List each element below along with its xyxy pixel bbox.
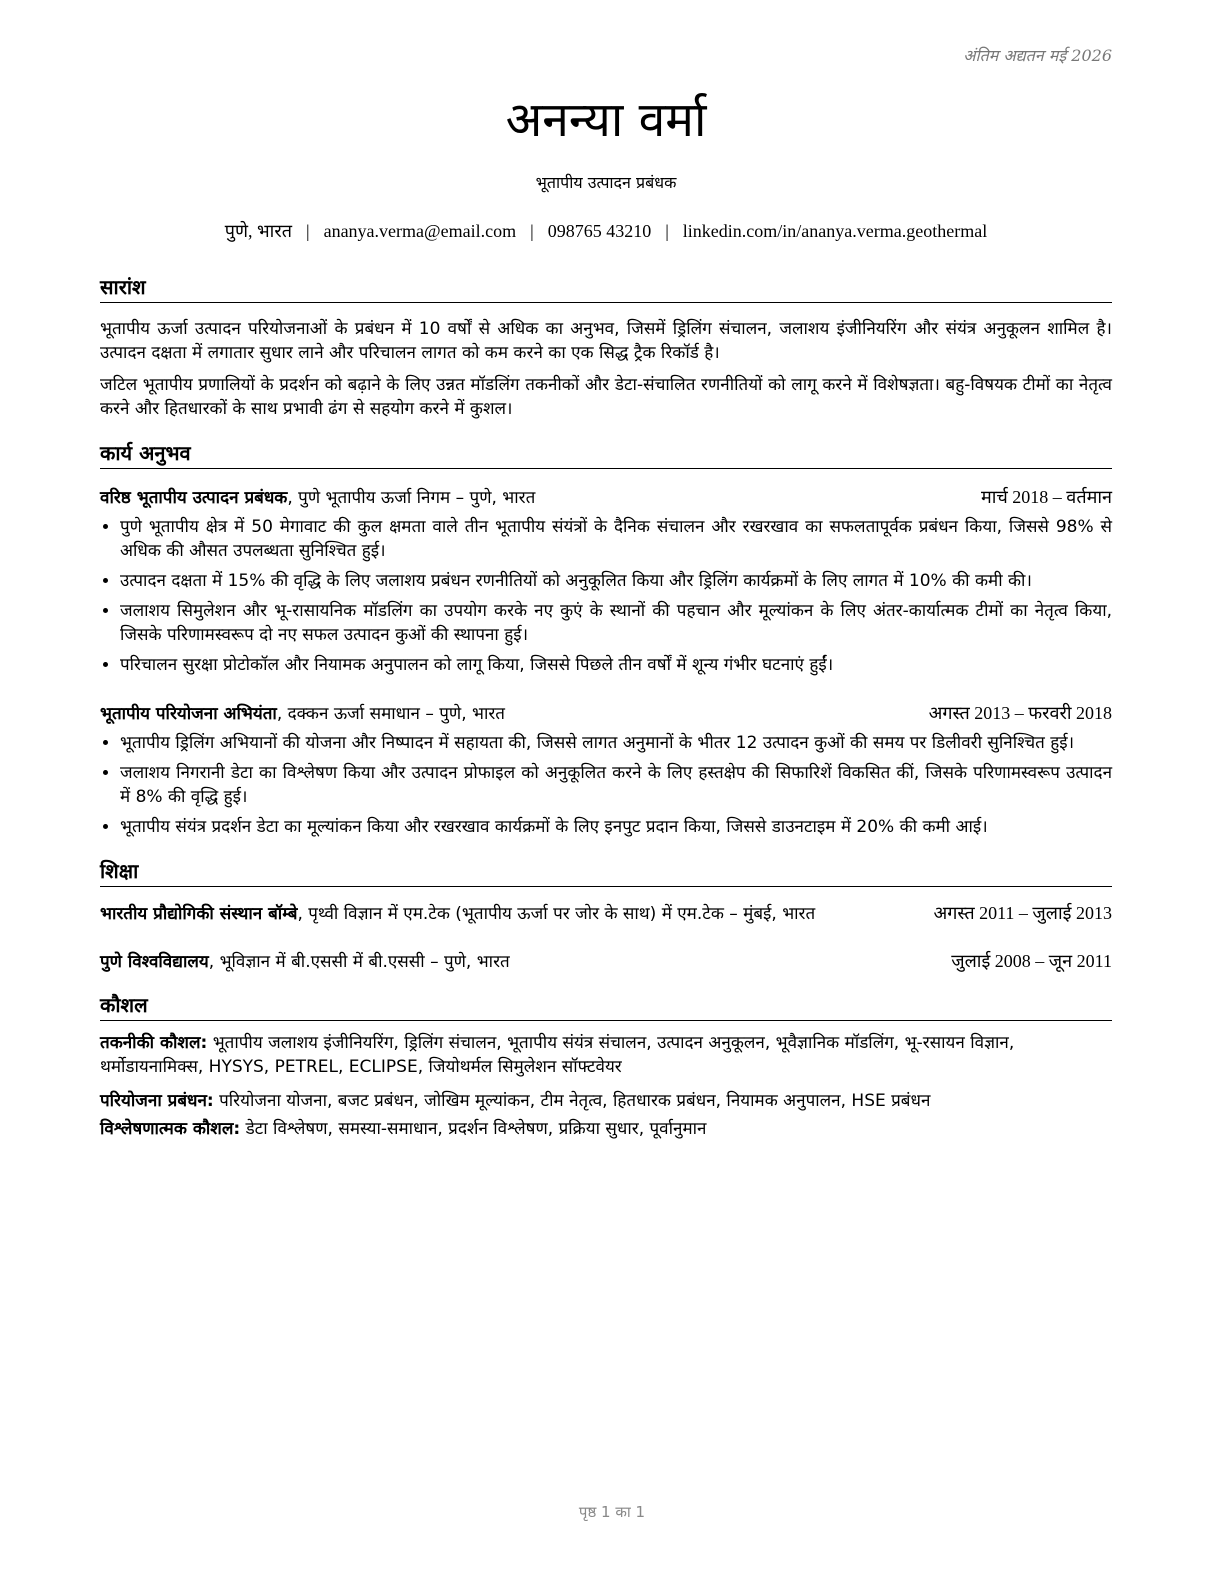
skill-line	[100, 1089, 1112, 1113]
job-org: , दक्कन ऊर्जा समाधान – पुणे, भारत	[276, 704, 506, 724]
skill-label: परियोजना प्रबंधन:	[100, 1091, 214, 1111]
contact-separator: |	[305, 221, 310, 241]
skill-line	[100, 1117, 1112, 1141]
job-org: , पुणे भूतापीय ऊर्जा निगम – पुणे, भारत	[287, 488, 536, 508]
education-entry	[100, 901, 1112, 925]
page-number: पृष्ठ 1 का 1	[578, 1503, 646, 1521]
education-detail: , पृथ्वी विज्ञान में एम.टेक (भूतापीय ऊर्जा पर जोर के साथ) में एम.टेक – मुंबई, भारत	[297, 904, 816, 924]
skill-text: भूतापीय जलाशय इंजीनियरिंग, ड्रिलिंग संचालन, भूतापीय संयंत्र संचालन, उत्पादन अनुकूलन, भूवैज्ञानिक मॉडलिंग, भू-रसायन विज्ञान, थर्मोडायनामिक्स, HYSYS, PETREL, ECLIPSE, जियोथर्मल सिमुलेशन सॉफ्टवेयर	[100, 1033, 1015, 1077]
job-bullet: • जलाशय सिमुलेशन और भू-रासायनिक मॉडलिंग का उपयोग करके नए कुएं के स्थानों की पहचान और मूल्यांकन के लिए अंतर-कार्यात्मक टीमों का नेतृत्व किया, जिसके परिणामस्वरूप दो नए सफल उत्पादन कुओं की स्थापना हुई।	[120, 599, 1112, 647]
job-bullet: • पुणे भूतापीय क्षेत्र में 50 मेगावाट की कुल क्षमता वाले तीन भूतापीय संयंत्रों के दैनिक संचालन और रखरखाव का सफलतापूर्वक प्रबंधन किया, जिससे 98% से अधिक की औसत उपलब्धता सुनिश्चित हुई।	[120, 515, 1112, 563]
section-title-experience: कार्य अनुभव	[100, 439, 1112, 469]
job-header	[100, 701, 1112, 725]
job-bullet: • उत्पादन दक्षता में 15% की वृद्धि के लिए जलाशय प्रबंधन रणनीतियों को अनुकूलित किया और ड्रिलिंग कार्यक्रमों के लिए लागत में 10% की कमी की।	[120, 569, 1112, 593]
job-dates: मार्च 2018 – वर्तमान	[980, 487, 1112, 507]
education-entry	[100, 949, 1112, 973]
job-bullet: • भूतापीय ड्रिलिंग अभियानों की योजना और निष्पादन में सहायता की, जिससे लागत अनुमानों के भीतर 12 उत्पादन कुओं की समय पर डिलीवरी सुनिश्चित हुई।	[120, 731, 1112, 755]
contact-email[interactable]: ananya.verma@email.com	[323, 221, 517, 241]
job-bullet: • जलाशय निगरानी डेटा का विश्लेषण किया और उत्पादन प्रोफाइल को अनुकूलित करने के लिए हस्तक्षेप की सिफारिशें विकसित कीं, जिसके परिणामस्वरूप उत्पादन में 8% की वृद्धि हुई।	[120, 761, 1112, 809]
last-updated: अंतिम अद्यतन मई 2026	[963, 46, 1112, 65]
contact-separator: |	[665, 221, 669, 241]
education-line	[100, 901, 815, 924]
skill-text: डेटा विश्लेषण, समस्या-समाधान, प्रदर्शन विश्लेषण, प्रक्रिया सुधार, पूर्वानुमान	[240, 1119, 707, 1139]
section-title-summary: सारांश	[100, 273, 1112, 303]
job-bullet: • भूतापीय संयंत्र प्रदर्शन डेटा का मूल्यांकन किया और रखरखाव कार्यक्रमों के लिए इनपुट प्रदान किया, जिससे डाउनटाइम में 20% की कमी आई।	[120, 815, 1112, 839]
summary-paragraph: जटिल भूतापीय प्रणालियों के प्रदर्शन को बढ़ाने के लिए उन्नत मॉडलिंग तकनीकों और डेटा-संचालित रणनीतियों को लागू करने में विशेषज्ञता। बहु-विषयक टीमों का नेतृत्व करने और हितधारकों के साथ प्रभावी ढंग से सहयोग करने में कुशल।	[100, 375, 1112, 419]
contact-separator: |	[530, 221, 534, 241]
job-bullets	[100, 515, 1112, 677]
contact-phone: 098765 43210	[547, 221, 652, 241]
education-institution: पुणे विश्वविद्यालय	[100, 952, 209, 972]
job-dates: अगस्त 2013 – फरवरी 2018	[928, 703, 1112, 723]
summary-paragraph: भूतापीय ऊर्जा उत्पादन परियोजनाओं के प्रबंधन में 10 वर्षों से अधिक का अनुभव, जिसमें ड्रिलिंग संचालन, जलाशय इंजीनियरिंग और संयंत्र अनुकूलन शामिल है। उत्पादन दक्षता में लगातार सुधार लाने और परिचालन लागत को कम करने का एक सिद्ध ट्रैक रिकॉर्ड है।	[100, 319, 1112, 363]
job-entry	[100, 485, 1112, 677]
job-title-line	[100, 485, 535, 508]
job-role: वरिष्ठ भूतापीय उत्पादन प्रबंधक	[100, 488, 288, 508]
skill-text: परियोजना योजना, बजट प्रबंधन, जोखिम मूल्यांकन, टीम नेतृत्व, हितधारक प्रबंधन, नियामक अनुपालन, HSE प्रबंधन	[213, 1091, 931, 1111]
job-title-line	[100, 701, 505, 724]
section-title-skills: कौशल	[100, 991, 1112, 1021]
job-bullets	[100, 731, 1112, 839]
job-bullet: • परिचालन सुरक्षा प्रोटोकॉल और नियामक अनुपालन को लागू किया, जिससे पिछले तीन वर्षों में शून्य गंभीर घटनाएं हुईं।	[120, 653, 1112, 677]
education-detail: , भूविज्ञान में बी.एससी में बी.एससी – पुणे, भारत	[208, 952, 510, 972]
job-entry	[100, 701, 1112, 839]
education-institution: भारतीय प्रौद्योगिकी संस्थान बॉम्बे	[100, 904, 298, 924]
contact-line	[100, 219, 1112, 243]
education-dates: जुलाई 2008 – जून 2011	[951, 951, 1112, 971]
resume-page	[100, 40, 1112, 1141]
education-dates: अगस्त 2011 – जुलाई 2013	[933, 903, 1112, 923]
job-role: भूतापीय परियोजना अभियंता	[100, 704, 277, 724]
section-title-education: शिक्षा	[100, 857, 1112, 887]
contact-linkedin[interactable]: linkedin.com/in/ananya.verma.geothermal	[682, 221, 988, 241]
skill-line	[100, 1031, 1112, 1079]
skill-label: विश्लेषणात्मक कौशल:	[100, 1119, 241, 1139]
candidate-name: अनन्या वर्मा	[505, 92, 707, 148]
contact-location: पुणे, भारत	[224, 221, 292, 241]
job-header	[100, 485, 1112, 509]
skill-label: तकनीकी कौशल:	[100, 1033, 208, 1053]
candidate-headline: भूतापीय उत्पादन प्रबंधक	[535, 173, 677, 192]
education-line	[100, 949, 510, 972]
